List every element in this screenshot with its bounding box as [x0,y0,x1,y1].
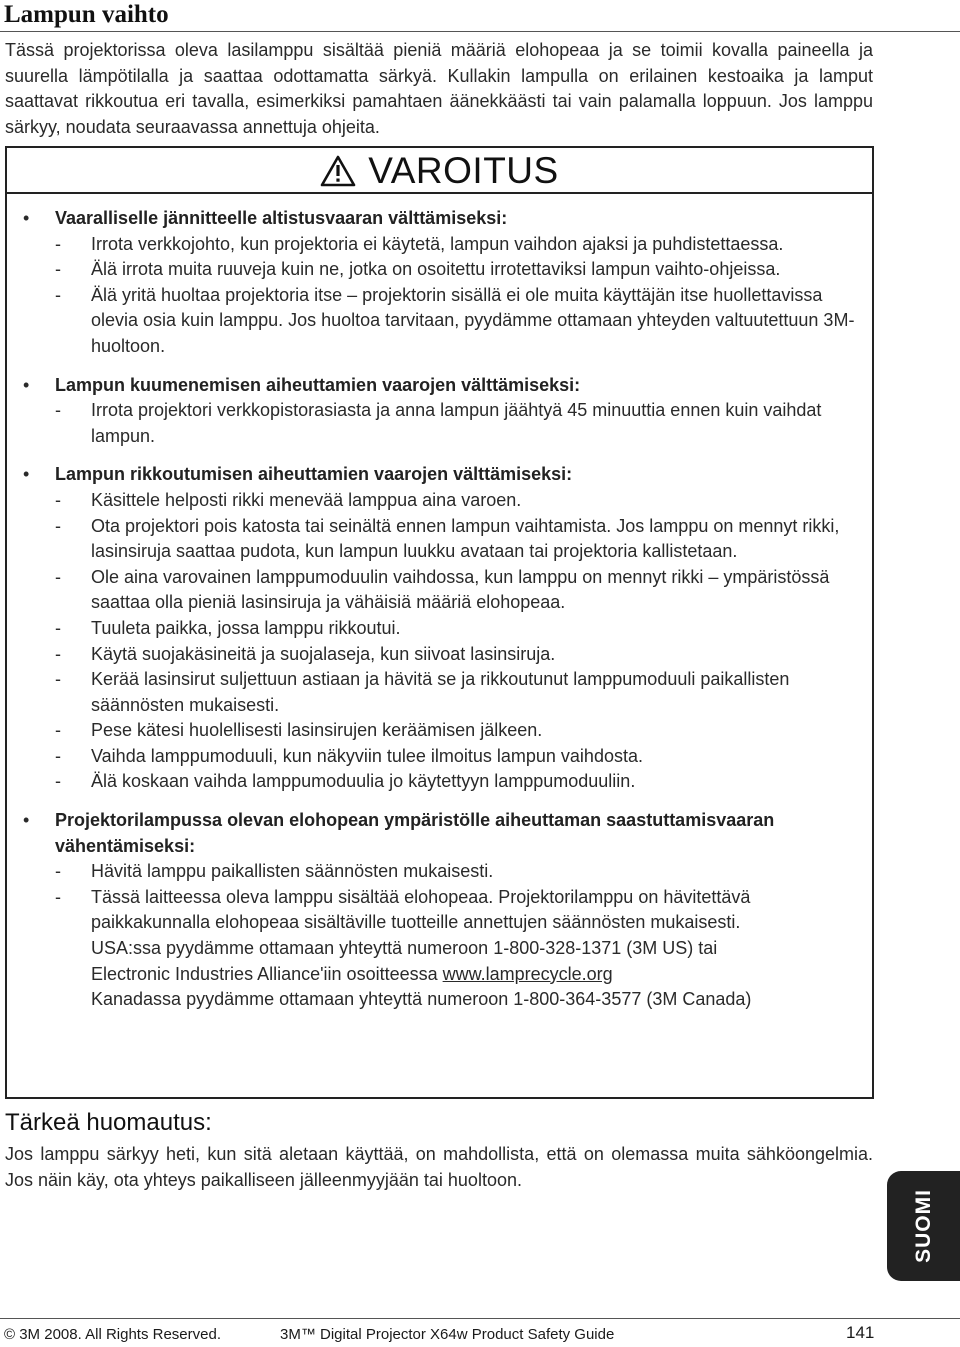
intro-paragraph: Tässä projektorissa oleva lasilamppu sisältää pieniä määriä elohopeaa ja se toimii kovalla paineella ja suurella lämpötilalla ja saattaa odottamatta särkyä. Kullakin lampulla on erilainen kestoaika ja lamput saattavat rikkoutua eri tavalla, esimerkiksi pamahtaen äänekkäästi tai vain palamalla loppuun. Jos lamppu särkyy, noudata seuraavassa annettuja ohjeita. [5,40,873,137]
language-tab [887,1171,960,1281]
section-title: Vaaralliselle jännitteelle altistusvaaran välttämiseksi: [55,208,508,228]
page-number: 141 [846,1323,875,1342]
list-item: - Irrota projektori verkkopistorasiasta ja anna lampun jäähtyä 45 minuuttia ennen kuin vaihdat lampun. [55,400,822,446]
warning-title: VAROITUS [368,150,559,191]
list-item: - Kerää lasinsirut suljettuun astiaan ja hävitä se ja rikkoutunut lamppumoduuli paikallisten säännösten mukaisesti. [55,669,790,715]
warning-triangle-icon [320,155,356,187]
title-divider [0,31,960,32]
language-tab-label: SUOMI [911,1189,935,1263]
section-title: Projektorilampussa olevan elohopean ympäristölle aiheuttaman saastuttamisvaaran vähentämiseksi: [55,810,775,856]
list-item: - Älä yritä huoltaa projektoria itse – projektorin sisällä ei ole muita käyttäjän itse huollettavissa olevia osia kuin lamppu. Jos huoltoa tarvitaan, pyydämme ottamaan yhteyden valtuutettuun 3M-huoltoon. [55,284,855,356]
warning-header [7,148,872,194]
footer-guide-title: 3M™ Digital Projector X64w Product Safety Guide [280,1326,615,1343]
lamprecycle-link[interactable]: www.lamprecycle.org [442,963,613,984]
footer-copyright: © 3M 2008. All Rights Reserved. [4,1326,221,1343]
eia-contact-line: Electronic Industries Alliance'iin osoitteessa www.lamprecycle.org [91,963,613,984]
list-item: - Älä irrota muita ruuveja kuin ne, jotka on osoitettu irrotettaviksi lampun vaihto-ohjeissa. [55,259,781,280]
bullet: • [23,464,30,485]
warning-section-heat [17,373,869,450]
list-item: - Tässä laitteessa oleva lamppu sisältää elohopeaa. Projektorilamppu on hävitettävä paikkakunnalla elohopeaa sisältäville tuotteille annettujen säännösten mukaisesti. [55,886,751,933]
list-item: - Käsittele helposti rikki menevää lamppua aina varoen. [55,489,522,510]
us-contact-line: USA:ssa pyydämme ottamaan yhteyttä numeroon 1-800-328-1371 (3M US) tai [91,938,718,959]
section-title: Lampun kuumenemisen aiheuttamien vaarojen välttämiseksi: [55,374,581,395]
warning-section-mercury [17,808,869,1013]
list-item: - Älä koskaan vaihda lamppumoduulia jo käytettyyn lamppumoduuliin. [55,771,636,792]
list-item: - Irrota verkkojohto, kun projektoria ei käytetä, lampun vaihdon ajaksi ja puhdistettaessa. [55,233,784,254]
bullet: • [23,208,30,228]
note-text: Jos lamppu särkyy heti, kun sitä aletaan käyttää, on mahdollista, että on olemassa muita sähköongelmia. Jos näin käy, ota yhteys paikalliseen jälleenmyyjään tai huoltoon. [5,1144,873,1190]
warning-section-voltage [17,206,869,360]
warning-body [17,206,869,1026]
list-item: - Ota projektori pois katosta tai seinältä ennen lampun vaihtamista. Jos lamppu on mennyt rikki, lasinsiruja saattaa pudota, kun lampun luukku avataan tai projektoria kallistetaan. [55,515,840,562]
page-title: Lampun vaihto [4,1,169,28]
list-item: - Pese kätesi huolellisesti lasinsirujen keräämisen jälkeen. [55,720,543,741]
list-item: - Hävitä lamppu paikallisten säännösten mukaisesti. [55,861,494,882]
warning-section-breakage [17,462,869,795]
list-item: - Ole aina varovainen lamppumoduulin vaihdossa, kun lamppu on mennyt rikki – ympäristössä saattaa olla pieniä lasinsiruja ja vähäisiä määriä elohopeaa. [55,566,830,613]
list-item: - Käytä suojakäsineitä ja suojalaseja, kun siivoat lasinsiruja. [55,643,556,664]
note-title: Tärkeä huomautus: [5,1109,212,1136]
list-item: - Vaihda lamppumoduuli, kun näkyviin tulee ilmoitus lampun vaihdosta. [55,745,643,766]
list-item: - Tuuleta paikka, jossa lamppu rikkoutui. [55,617,401,638]
warning-box [5,146,874,1099]
section-title: Lampun rikkoutumisen aiheuttamien vaarojen välttämiseksi: [55,464,573,485]
bullet: • [23,810,30,831]
footer-divider [0,1318,960,1319]
canada-contact-line: Kanadassa pyydämme ottamaan yhteyttä numeroon 1-800-364-3577 (3M Canada) [91,989,752,1010]
bullet: • [23,374,30,395]
